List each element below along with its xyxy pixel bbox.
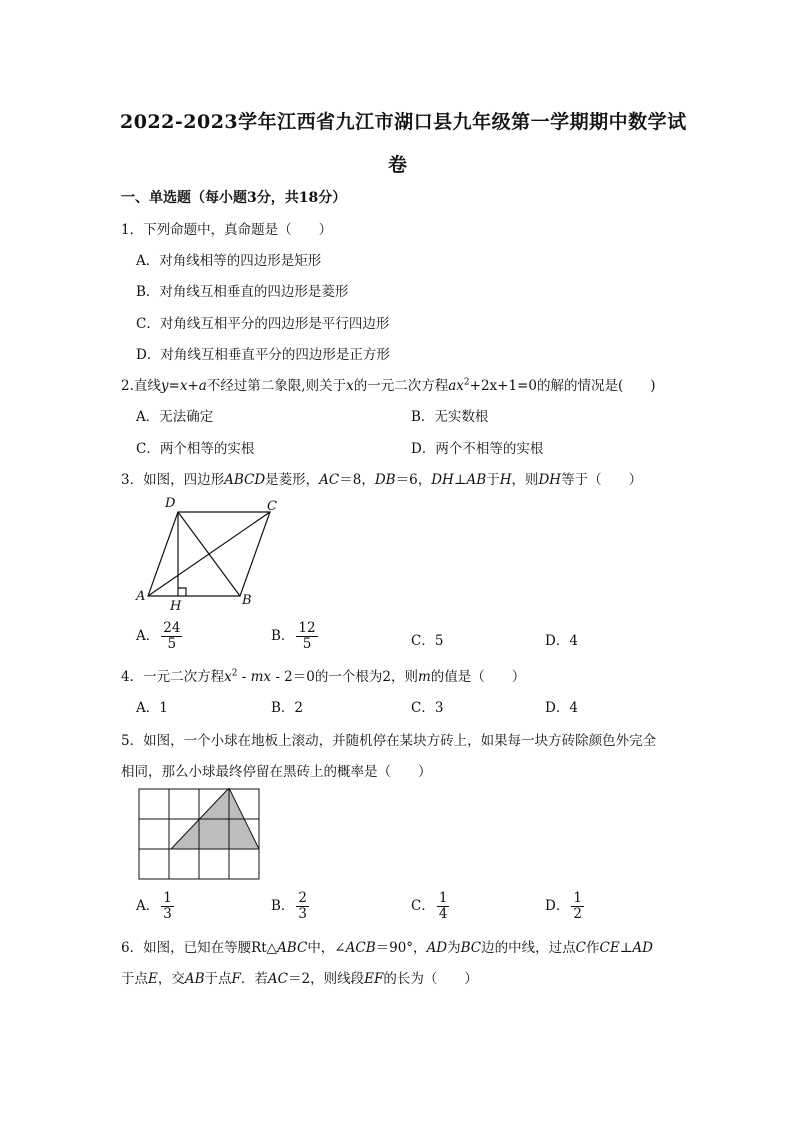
q3-abcd: ABCD xyxy=(224,472,266,488)
q2-text-3: 的一元二次方程 xyxy=(353,378,449,394)
q2-text-2: 不经过第二象限,则关于 xyxy=(206,378,347,394)
q6-stem-line1 xyxy=(121,936,653,956)
q2-option-d: D．两个不相等的实根 xyxy=(411,441,544,457)
denominator: 3 xyxy=(298,906,308,922)
q5-option-b xyxy=(271,891,309,922)
page-title-continued: 卷 xyxy=(388,154,408,176)
fraction xyxy=(437,891,450,922)
q4-minus: - xyxy=(237,669,251,685)
q4-option-b: B．2 xyxy=(271,700,304,716)
q1-stem: 1．下列命题中，真命题是（ ） xyxy=(121,222,333,238)
q4-stem xyxy=(121,665,525,685)
label-c: C xyxy=(267,499,277,514)
q3-dh: DH xyxy=(431,472,454,488)
numerator: 1 xyxy=(163,890,172,906)
q3-text-2: 是菱形， xyxy=(265,472,320,488)
denominator: 5 xyxy=(302,636,312,652)
q3-text-1: 3．如图，四边形 xyxy=(121,472,225,488)
denominator: 3 xyxy=(163,906,172,922)
q2-text-4: 的解的情况是( ) xyxy=(536,378,656,394)
label-h: H xyxy=(170,599,182,612)
q6-text-4: 为 xyxy=(447,940,461,956)
q2-option-a: A．无法确定 xyxy=(136,409,214,425)
q1-option-b: B．对角线互相垂直的四边形是菱形 xyxy=(136,284,349,300)
q2-stem xyxy=(121,374,656,394)
numerator: 12 xyxy=(298,620,316,636)
label-b: B xyxy=(242,593,252,608)
q6-ac: AC xyxy=(267,971,288,987)
q5-option-b-letter: B． xyxy=(271,898,295,914)
denominator: 4 xyxy=(438,906,448,922)
denominator: 2 xyxy=(573,906,582,922)
q3-dh-2: DH xyxy=(538,472,562,488)
fraction xyxy=(161,891,174,922)
q3-option-b xyxy=(271,621,318,652)
q6-line2-text-2: ，交 xyxy=(157,971,185,987)
q5-option-c-letter: C． xyxy=(411,898,435,914)
section-heading: 一、单选题（每小题3分，共18分） xyxy=(121,190,347,206)
q5-option-d xyxy=(545,891,584,922)
numerator: 24 xyxy=(163,620,181,636)
q6-ad-2: AD xyxy=(632,940,653,956)
q3-text-5: 于 xyxy=(486,472,500,488)
fraction xyxy=(296,621,317,652)
q6-text-2: 中，∠ xyxy=(307,940,346,956)
q5-option-c xyxy=(411,891,449,922)
q2-option-c: C．两个相等的实根 xyxy=(136,441,255,457)
q2-variable-x: x xyxy=(346,378,354,394)
label-a: A xyxy=(136,589,146,604)
q4-x: x xyxy=(224,669,232,685)
q5-option-d-letter: D． xyxy=(545,898,570,914)
q4-mx: mx xyxy=(250,669,272,685)
right-angle-mark xyxy=(178,588,186,596)
q5-stem-line2: 相同，那么小球最终停留在黑砖上的概率是（ ） xyxy=(121,764,432,780)
q5-option-a-letter: A． xyxy=(136,898,160,914)
q6-c: C xyxy=(575,940,586,956)
q6-acb: ACB xyxy=(345,940,376,956)
q2-exponent: 2 xyxy=(463,377,470,388)
q5-stem-line1: 5．如图，一个小球在地板上滚动，并随机停在某块方砖上，如果每一块方砖除颜色外完全 xyxy=(121,733,657,749)
fraction xyxy=(571,891,584,922)
q5-tile-grid-figure xyxy=(138,788,262,882)
q5-option-a xyxy=(136,891,174,922)
q3-text-3: ＝8， xyxy=(339,472,375,488)
q2-line-equation: y=x+a xyxy=(160,378,207,394)
q6-line2-text-3: 于点 xyxy=(204,971,232,987)
label-d: D xyxy=(165,496,176,511)
q3-text-7: 等于（ ） xyxy=(561,472,643,488)
q4-option-a: A．1 xyxy=(136,700,168,716)
q1-option-a: A．对角线相等的四边形是矩形 xyxy=(136,253,322,269)
q3-ac: AC xyxy=(319,472,340,488)
q1-option-d: D．对角线互相垂直平分的四边形是正方形 xyxy=(136,347,390,363)
q4-m: m xyxy=(417,669,431,685)
q3-h: H xyxy=(499,472,512,488)
q3-option-a-letter: A． xyxy=(136,628,160,644)
q3-rhombus-figure xyxy=(130,492,290,612)
q3-ab: AB xyxy=(466,472,487,488)
q6-text-5: 边的中线，过点 xyxy=(481,940,576,956)
q6-ab: AB xyxy=(184,971,205,987)
q3-option-b-letter: B． xyxy=(271,628,295,644)
numerator: 1 xyxy=(438,890,448,906)
q3-option-c: C．5 xyxy=(411,633,444,649)
q2-option-b: B．无实数根 xyxy=(411,409,489,425)
q6-ce: CE xyxy=(599,940,620,956)
numerator: 2 xyxy=(298,890,308,906)
q1-option-c: C．对角线互相平分的四边形是平行四边形 xyxy=(136,316,390,332)
q6-line2-text-1: 于点 xyxy=(121,971,148,987)
q3-text-6: ，则 xyxy=(511,472,539,488)
numerator: 1 xyxy=(573,890,582,906)
fraction xyxy=(296,891,309,922)
q6-f: F xyxy=(231,971,241,987)
q4-option-d: D．4 xyxy=(545,700,578,716)
q3-db: DB xyxy=(374,472,396,488)
q6-bc: BC xyxy=(460,940,482,956)
q6-ef: EF xyxy=(364,971,384,987)
q6-e: E xyxy=(148,971,158,987)
q2-text-1: 2.直线 xyxy=(121,378,161,394)
q3-option-a xyxy=(136,621,182,652)
q4-option-c: C．3 xyxy=(411,700,444,716)
q6-perp: ⊥ xyxy=(619,940,633,956)
q3-option-d: D．4 xyxy=(545,633,578,649)
q6-abc: ABC xyxy=(277,940,308,956)
q4-text-1: 4．一元二次方程 xyxy=(121,669,225,685)
q3-perp: ⊥ xyxy=(453,472,467,488)
q6-text-3: ＝90°， xyxy=(375,940,427,956)
q3-stem xyxy=(121,468,642,488)
fraction xyxy=(161,621,182,652)
page-title: 2022-2023学年江西省九江市湖口县九年级第一学期期中数学试 xyxy=(120,111,687,133)
q6-text-6: 作 xyxy=(586,940,600,956)
diagonal-db xyxy=(178,512,240,596)
q4-text-4: 的值是（ ） xyxy=(430,669,526,685)
q4-exponent: 2 xyxy=(231,668,238,679)
q6-text-1: 6．如图，已知在等腰Rt△ xyxy=(121,940,278,956)
q6-ad: AD xyxy=(426,940,448,956)
q6-stem-line2 xyxy=(121,967,478,987)
q2-quadratic-rest: +2x+1=0 xyxy=(469,378,537,394)
denominator: 5 xyxy=(167,636,177,652)
q6-line2-text-4: ．若 xyxy=(240,971,268,987)
q2-quadratic-lead: ax xyxy=(448,378,464,394)
q6-line2-text-5: ＝2，则线段 xyxy=(288,971,365,987)
q6-line2-text-6: 的长为（ ） xyxy=(383,971,478,987)
q4-text-3: - 2＝0的一个根为2，则 xyxy=(271,669,418,685)
q3-text-4: ＝6， xyxy=(395,472,432,488)
